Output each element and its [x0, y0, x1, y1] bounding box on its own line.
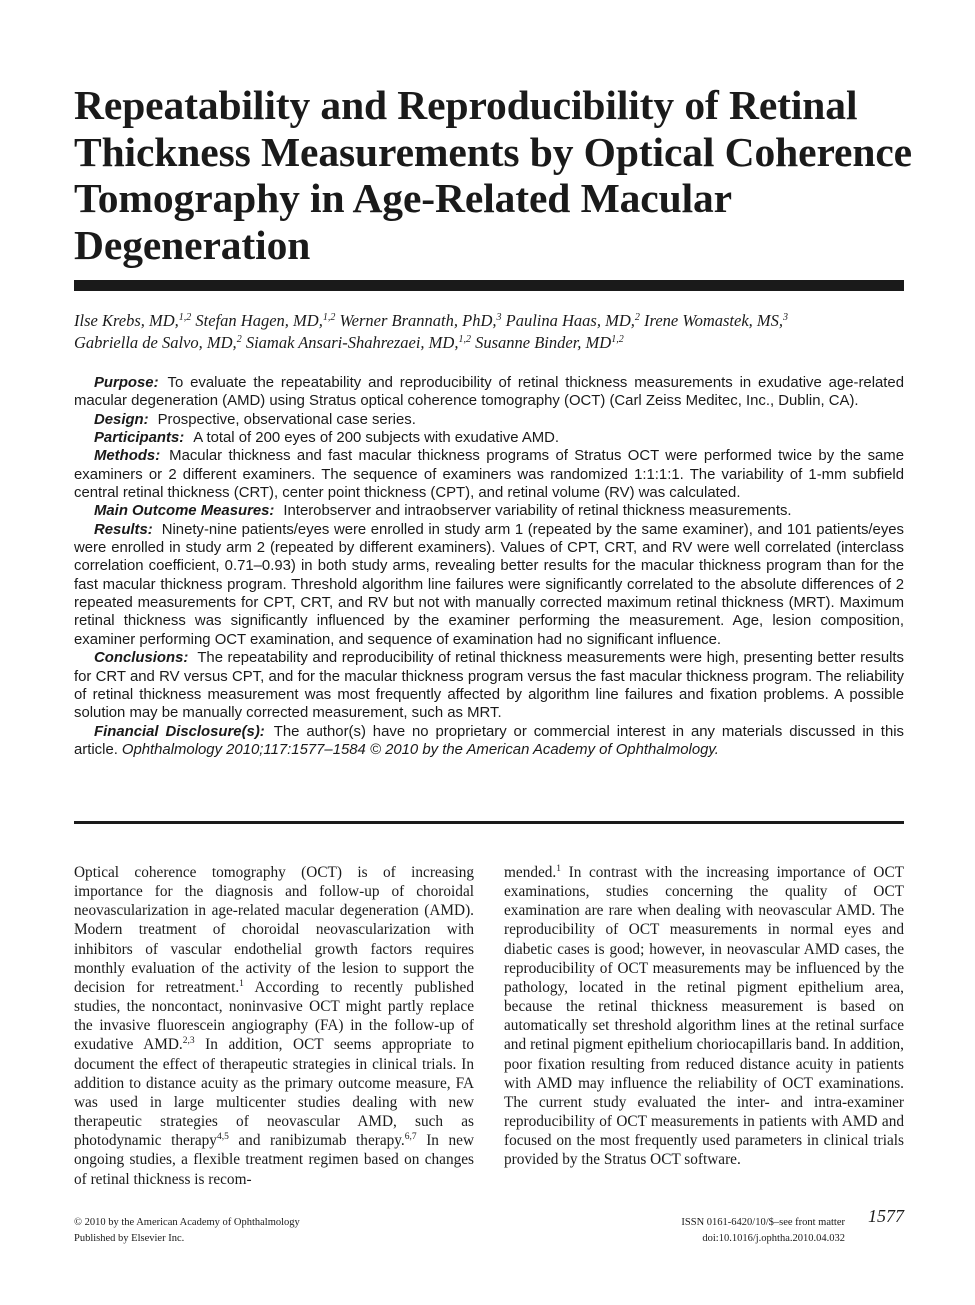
abstract — [74, 374, 904, 759]
abstract-label: Conclusions: — [94, 650, 189, 667]
abstract-purpose — [74, 374, 904, 411]
author-name: Gabriella de Salvo, MD, — [74, 332, 237, 352]
body-column-left — [74, 863, 474, 1189]
abstract-label: Purpose: — [94, 375, 159, 391]
article-title: Repeatability and Reproducibility of Retinal Thickness Measurements by Optical Coherence Tomography in Age-Related Macular Degeneration — [74, 82, 912, 268]
body-text: In contrast with the increasing importance of OCT examinations, studies concerning the quality of OCT examination are rare when dealing with neovascular AMD. The reproducibility of OCT measurements in normal eyes and diabetic cases is good; however, in neovascular AMD cases, the reproducibility of OCT measurements may be influenced by the pathology, located in the retinal pigment epithelium area, because the retinal thickness measurement is based on automatically set threshold algorithm lines at the retinal surface and retinal pigment epithelium choriocapillaris band. In addition, poor fixation resulting from reduced distance acuity in patients with AMD may influence the reliability of OCT examinations. The current study evaluated the inter- and intra-examiner reproducibility of OCT measurements in patients with AMD and focused on the most frequently used parameters in clinical trials provided by the Stratus OCT software. — [504, 864, 904, 1169]
body-text: and ranibizumab therapy. — [228, 1132, 405, 1150]
author-affiliation: 3 — [783, 312, 789, 323]
body-text: mended. — [504, 864, 557, 881]
body-paragraph — [74, 863, 474, 1189]
body-text: In new ongoing studies, a flexible treatment regimen based on changes of retinal thickness is recom- — [74, 1132, 474, 1188]
author-name: Stefan Hagen, MD, — [195, 311, 323, 330]
abstract-label: Main Outcome Measures: — [94, 503, 275, 520]
publisher-text: Published by Elsevier Inc. — [74, 1232, 185, 1244]
author-affiliation: 3 — [496, 312, 502, 323]
body-paragraph — [504, 863, 904, 1170]
abstract-text: A total of 200 eyes of 200 subjects with exudative AMD. — [193, 430, 560, 447]
reference-link[interactable]: 6,7 — [404, 1132, 417, 1143]
author-affiliation: 1,2 — [458, 333, 471, 345]
abstract-outcome — [74, 502, 904, 520]
reference-link[interactable]: 4,5 — [216, 1132, 229, 1143]
abstract-text: Ninety-nine patients/eyes were enrolled in study arm 1 (repeated by the same examiner), and 101 patients/eyes were enrolled in study arm 2 (repeated by different examiners). Values of CPT, CRT, and RV were well correlated (interclass correlation coefficient, 0.71–0.93) in both study arms, revealing better results for the macular thickness program than for the fast macular thickness program. Threshold algorithm line failures were significantly correlated to the absolute differences of 2 repeated measurements for CPT, CRT, and RV but not with manually corrected maximum retinal thickness (MRT). Maximum retinal thickness was significantly influenced by the examiner performing the measurement. Age, lesion composition, examiner performing OCT examination, and sequence of examination had no significant influence. — [74, 521, 904, 648]
abstract-participants — [74, 429, 904, 447]
copyright-text: © 2010 by the American Academy of Ophthalmology — [74, 1217, 300, 1228]
author-affiliation: 2 — [236, 333, 242, 345]
reference-link[interactable]: 1 — [556, 864, 561, 874]
author-name: Ilse Krebs, MD, — [74, 311, 179, 330]
abstract-disclosure — [74, 723, 904, 760]
abstract-conclusions — [74, 649, 904, 722]
abstract-results — [74, 521, 904, 649]
author-affiliation: 1,2 — [611, 333, 624, 345]
abstract-methods — [74, 447, 904, 502]
author-name: Siamak Ansari-Shahrezaei, MD, — [245, 332, 459, 352]
footer-left — [74, 1215, 300, 1246]
page-number: 1577 — [868, 1206, 904, 1226]
reference-link[interactable]: 1 — [239, 978, 244, 989]
title-divider — [74, 280, 904, 291]
abstract-design — [74, 411, 904, 429]
abstract-text: The repeatability and reproducibility of retinal thickness measurements were high, presenting better results for CRT and RV versus CPT, and for the macular thickness program versus the fast macular thickness program. The reliability of retinal thickness measurement was most frequently affected by algorithm line failures and fixation problems. A possible solution may be manually corrected measurement, such as MRT. — [74, 650, 904, 722]
body-text: Optical coherence tomography (OCT) is of increasing importance for the diagnosis and follow-up of choroidal neovascularization in age-related macular degeneration (AMD). Modern treatment of choroidal neovascularization with inhibitors of vascular endothelial growth factors requires monthly evaluation of the activity of the lesion to support the decision for retreatment. — [74, 864, 474, 996]
issn-text: ISSN 0161-6420/10/$–see front matter — [681, 1217, 845, 1228]
abstract-text: Interobserver and intraobserver variability of retinal thickness measurements. — [283, 503, 792, 520]
body-text: In addition, OCT seems appropriate to document the effect of therapeutic strategies in clinical trials. In addition to distance acuity as the primary outcome measure, FA was used in large multicenter studies dealing with new therapeutic strategies of neovascular AMD, such as photodynamic therapy — [74, 1036, 474, 1150]
body-text: According to recently published studies, the noncontact, noninvasive OCT might partly replace the invasive fluorescein angiography (FA) in the follow-up of exudative AMD. — [74, 978, 474, 1054]
abstract-label: Participants: — [94, 430, 185, 447]
abstract-text: To evaluate the repeatability and reproducibility of retinal thickness measurements in exudative age-related macular degeneration (AMD) using Stratus optical coherence tomography (OCT) (Carl Zeiss Meditec, Inc., Dublin, CA). — [74, 375, 904, 410]
abstract-text: The author(s) have no proprietary or commercial interest in any materials discussed in this article. — [74, 723, 904, 758]
abstract-text: Prospective, observational case series. — [157, 411, 416, 428]
reference-link[interactable]: 2,3 — [182, 1036, 195, 1047]
abstract-label: Financial Disclosure(s): — [94, 723, 265, 740]
author-affiliation: 1,2 — [322, 312, 336, 323]
author-affiliation: 2 — [634, 312, 640, 323]
abstract-label: Results: — [94, 521, 153, 538]
author-name: Irene Womastek, MS, — [644, 311, 784, 330]
author-name: Paulina Haas, MD, — [505, 311, 635, 330]
author-list — [74, 310, 914, 353]
doi-text: doi:10.1016/j.ophtha.2010.04.032 — [702, 1232, 845, 1244]
author-name: Werner Brannath, PhD, — [339, 311, 497, 330]
author-name: Susanne Binder, MD — [475, 332, 612, 352]
abstract-label: Methods: — [94, 448, 161, 465]
abstract-divider — [74, 821, 904, 824]
journal-citation: Ophthalmology 2010;117:1577–1584 © 2010 by the American Academy of Ophthalmology. — [121, 741, 719, 758]
body-column-right — [504, 863, 904, 1170]
abstract-label: Design: — [94, 411, 149, 428]
abstract-text: Macular thickness and fast macular thickness programs of Stratus OCT were performed twice by the same examiners or 2 different examiners. The sequence of examiners was randomized 1:1:1:1. The variability of 1-mm subfield central retinal thickness (CRT), center point thickness (CPT), and retinal volume (RV) was calculated. — [74, 448, 904, 502]
footer-right — [560, 1215, 845, 1246]
author-affiliation: 1,2 — [178, 312, 192, 323]
